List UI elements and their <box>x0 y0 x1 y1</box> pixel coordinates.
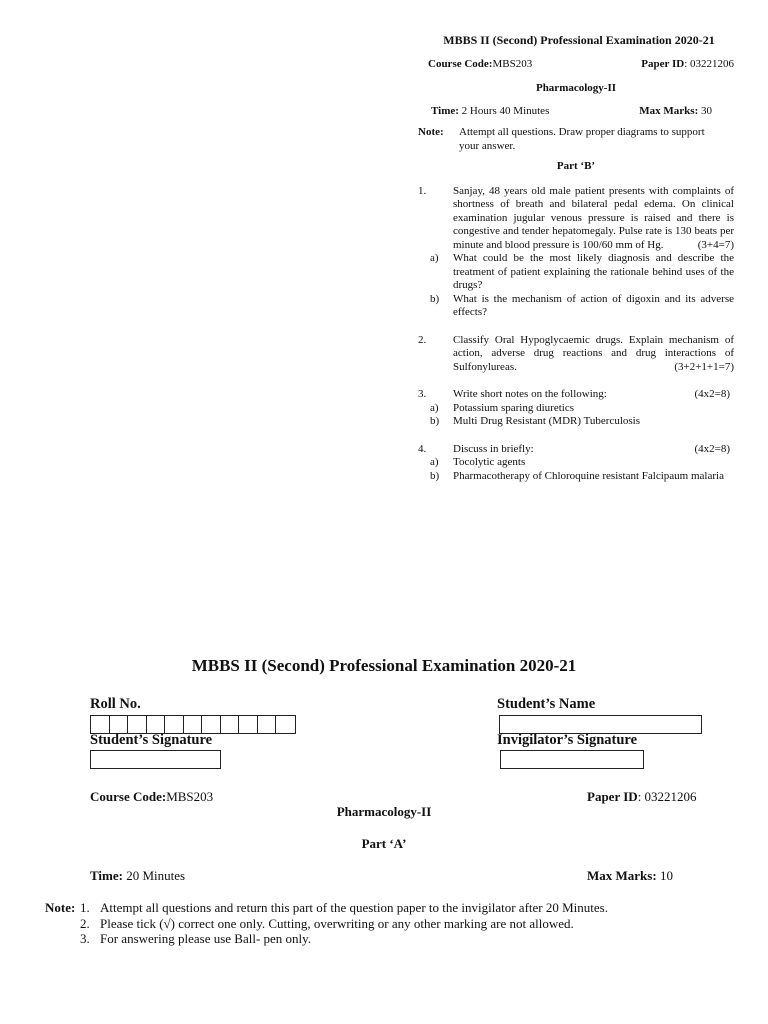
part-a-note-item: 1. Attempt all questions and return this part of the question paper to the invigilator after 20 Minutes. <box>80 900 608 915</box>
question-3-text: Write short notes on the following: <box>453 388 607 400</box>
question-1-text: Sanjay, 48 years old male patient presents with complaints of shortness of breath and bilateral pedal edema. On clinical examination jugular venous pressure is raised and there is congestive and tender hepatomegaly. Pulse rate is 130 beats per minute and blood pressure is 100/60 mm of Hg. <box>453 184 734 251</box>
question-1-marks: (3+4=7) <box>697 238 734 251</box>
roll-no-label: Roll No. <box>90 696 141 712</box>
question-3: 3. Write short notes on the following: (4x2=8) <box>418 388 734 402</box>
question-4: 4. Discuss in briefly: (4x2=8) <box>418 443 734 457</box>
part-a-course-code: Course Code:MBS203 <box>90 789 214 804</box>
part-b-course-code: Course Code:MBS203 <box>428 57 533 70</box>
student-signature-field[interactable] <box>90 750 221 769</box>
question-3b: b) Multi Drug Resistant (MDR) Tuberculosis <box>430 415 641 427</box>
part-a-time: Time: 20 Minutes <box>90 868 186 883</box>
part-a-note-item: 3. For answering please use Ball- pen only. <box>80 931 312 946</box>
roll-no-digit-box[interactable] <box>202 716 221 733</box>
part-a-max-marks: Max Marks: 10 <box>587 868 673 883</box>
student-name-label: Student’s Name <box>497 696 596 712</box>
student-signature-label: Student’s Signature <box>90 732 213 748</box>
question-2-marks: (3+2+1+1=7) <box>674 360 734 373</box>
part-b-course-row <box>418 58 734 72</box>
part-b-subject: Pharmacology-II <box>535 82 617 94</box>
part-b-time: Time: 2 Hours 40 Minutes <box>431 104 550 117</box>
question-4a: a) Tocolytic agents <box>430 456 526 468</box>
question-4b: b) Pharmacotherapy of Chloroquine resistant Falcipaum malaria <box>430 469 724 482</box>
roll-no-digit-box[interactable] <box>184 716 203 733</box>
part-b-title: Part ‘B’ <box>556 160 596 172</box>
invigilator-signature-label: Invigilator’s Signature <box>497 732 638 748</box>
part-a-exam-title: MBBS II (Second) Professional Examination 2020-21 <box>191 656 577 675</box>
question-3a: a) Potassium sparing diuretics <box>430 401 574 414</box>
roll-no-digit-box[interactable] <box>128 716 147 733</box>
question-3-marks: (4x2=8) <box>694 388 730 400</box>
invigilator-signature-field[interactable] <box>500 750 644 769</box>
part-b-note: Note: Attempt all questions. Draw proper diagrams to support your answer. <box>418 126 705 152</box>
question-1a: a) What could be the most likely diagnosis and describe the treatment of patient explaining the rationale behind uses of the drugs? <box>430 252 734 291</box>
roll-no-digit-box[interactable] <box>258 716 277 733</box>
part-b-max-marks: Max Marks: 30 <box>639 104 712 117</box>
question-2: 2. Classify Oral Hypoglycaemic drugs. Explain mechanism of action, adverse drug reactions and drug interactions of Sulfonylureas. (3+2+1+1=7) <box>418 333 734 373</box>
question-4-marks: (4x2=8) <box>694 442 730 455</box>
question-4-text: Discuss in briefly: <box>453 442 534 455</box>
part-a-paper-id: Paper ID: 03221206 <box>587 789 697 804</box>
roll-no-digit-box[interactable] <box>110 716 129 733</box>
roll-no-digit-box[interactable] <box>165 716 184 733</box>
question-1b: b) What is the mechanism of action of digoxin and its adverse effects? <box>430 292 734 318</box>
part-b-section <box>418 34 734 483</box>
question-2-text: Classify Oral Hypoglycaemic drugs. Explain mechanism of action, adverse drug reactions and drug interactions of Sulfonylureas. <box>453 333 734 373</box>
roll-no-digit-box[interactable] <box>221 716 240 733</box>
roll-no-digit-box[interactable] <box>147 716 166 733</box>
roll-no-digit-box[interactable] <box>239 716 258 733</box>
part-b-paper-id: Paper ID: 03221206 <box>641 57 734 70</box>
roll-no-digit-box[interactable] <box>276 716 295 733</box>
roll-no-digit-box[interactable] <box>91 716 110 733</box>
part-a-note-label: Note: <box>45 900 76 915</box>
part-a-note-item: 2. Please tick (√) correct one only. Cutting, overwriting or any other marking are not allowed. <box>80 915 574 931</box>
part-b-exam-title: MBBS II (Second) Professional Examination 2020-21 <box>443 33 715 47</box>
part-b-time-row <box>418 105 734 119</box>
part-a-subject: Pharmacology-II <box>336 804 432 819</box>
part-a-title: Part ‘A’ <box>361 836 407 851</box>
question-1: 1. Sanjay, 48 years old male patient presents with complaints of shortness of breath and bilateral pedal edema. On clinical examination jugular venous pressure is raised and there is congestive and tender hepatomegaly. Pulse rate is 130 beats per minute and blood pressure is 100/60 mm of Hg. (3+4=7) <box>418 184 734 251</box>
part-a-notes-list <box>80 900 740 947</box>
